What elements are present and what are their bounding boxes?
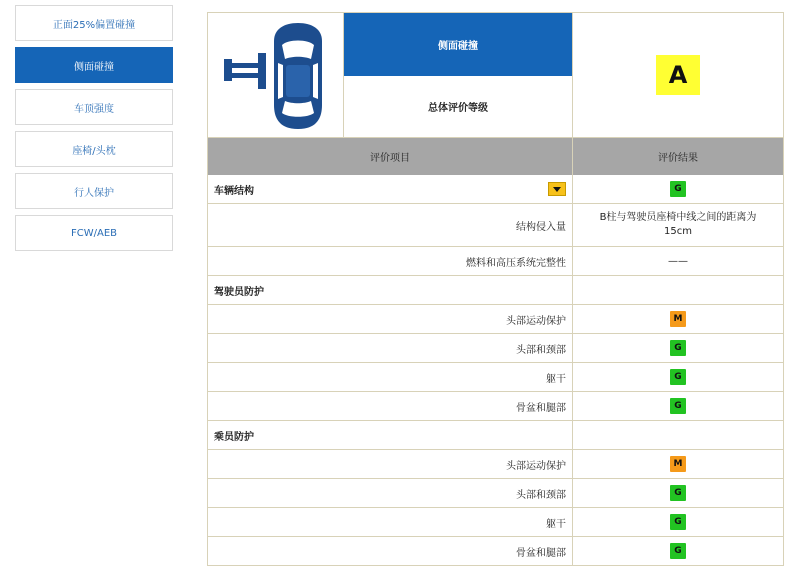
table-row xyxy=(207,537,784,566)
item-label: 躯干 xyxy=(546,373,566,385)
item-cell xyxy=(208,247,573,275)
item-cell xyxy=(208,479,573,507)
item-cell xyxy=(208,305,573,333)
item-cell xyxy=(208,175,573,203)
table-row xyxy=(207,204,784,247)
side-impact-car-image xyxy=(208,13,344,137)
result-grade-badge: G xyxy=(670,514,686,530)
result-grade-badge: G xyxy=(670,398,686,414)
result-text: B柱与驾驶员座椅中线之间的距离为15cm xyxy=(599,212,757,237)
item-cell xyxy=(208,421,573,449)
table-column-headers xyxy=(207,138,784,175)
item-cell xyxy=(208,450,573,478)
table-section-row xyxy=(207,175,784,204)
result-grade-badge: G xyxy=(670,543,686,559)
expand-toggle-button[interactable] xyxy=(548,182,566,196)
result-cell xyxy=(573,421,783,449)
table-row xyxy=(207,305,784,334)
result-grade-badge: M xyxy=(670,456,686,472)
item-label: 头部运动保护 xyxy=(506,315,566,327)
sidebar-item-seat-headrest[interactable]: 座椅/头枕 xyxy=(15,131,173,167)
item-cell xyxy=(208,392,573,420)
test-name: 侧面碰撞 xyxy=(344,13,572,76)
result-cell xyxy=(573,247,783,275)
result-cell xyxy=(573,175,783,203)
table-row xyxy=(207,479,784,508)
item-cell xyxy=(208,334,573,362)
item-label: 车辆结构 xyxy=(214,185,254,197)
col-header-item: 评价项目 xyxy=(208,138,573,175)
table-section-row xyxy=(207,276,784,305)
result-grade-badge: M xyxy=(670,311,686,327)
result-cell xyxy=(573,363,783,391)
item-cell xyxy=(208,537,573,565)
item-cell xyxy=(208,204,573,246)
item-label: 头部和颈部 xyxy=(516,489,566,501)
result-cell xyxy=(573,305,783,333)
chevron-down-icon xyxy=(553,187,561,192)
result-cell xyxy=(573,204,783,246)
item-label: 头部运动保护 xyxy=(506,460,566,472)
result-grade-badge: G xyxy=(670,340,686,356)
result-grade-badge: G xyxy=(670,485,686,501)
item-label: 躯干 xyxy=(546,518,566,530)
result-cell xyxy=(573,276,783,304)
results-header xyxy=(207,12,784,138)
table-row xyxy=(207,334,784,363)
table-row xyxy=(207,363,784,392)
item-label: 结构侵入量 xyxy=(516,221,566,233)
sidebar xyxy=(15,5,173,257)
item-cell xyxy=(208,276,573,304)
sidebar-item-pedestrian[interactable]: 行人保护 xyxy=(15,173,173,209)
item-cell xyxy=(208,363,573,391)
result-cell xyxy=(573,392,783,420)
table-row xyxy=(207,247,784,276)
result-cell xyxy=(573,508,783,536)
sidebar-item-side-impact[interactable]: 侧面碰撞 xyxy=(15,47,173,83)
result-cell xyxy=(573,479,783,507)
table-row xyxy=(207,450,784,479)
result-grade-badge: G xyxy=(670,181,686,197)
car-top-view-icon xyxy=(220,19,332,131)
sidebar-item-fcw-aeb[interactable]: FCW/AEB xyxy=(15,215,173,251)
result-cell xyxy=(573,334,783,362)
overall-grade-badge: A xyxy=(656,55,700,95)
overall-rating-cell xyxy=(573,13,783,137)
results-table xyxy=(207,12,784,566)
result-text: —— xyxy=(668,255,688,267)
sidebar-item-roof-strength[interactable]: 车顶强度 xyxy=(15,89,173,125)
item-label: 燃料和高压系统完整性 xyxy=(466,257,566,269)
item-label: 驾驶员防护 xyxy=(214,286,264,298)
item-label: 头部和颈部 xyxy=(516,344,566,356)
item-label: 骨盆和腿部 xyxy=(516,547,566,559)
table-row xyxy=(207,508,784,537)
col-header-result: 评价结果 xyxy=(658,153,698,164)
result-cell xyxy=(573,537,783,565)
result-cell xyxy=(573,450,783,478)
header-middle xyxy=(344,13,573,137)
overall-rating-label: 总体评价等级 xyxy=(428,103,488,114)
item-label: 乘员防护 xyxy=(214,431,254,443)
item-label: 骨盆和腿部 xyxy=(516,402,566,414)
result-grade-badge: G xyxy=(670,369,686,385)
sidebar-item-frontal-offset[interactable]: 正面25%偏置碰撞 xyxy=(15,5,173,41)
table-row xyxy=(207,392,784,421)
item-cell xyxy=(208,508,573,536)
table-section-row xyxy=(207,421,784,450)
